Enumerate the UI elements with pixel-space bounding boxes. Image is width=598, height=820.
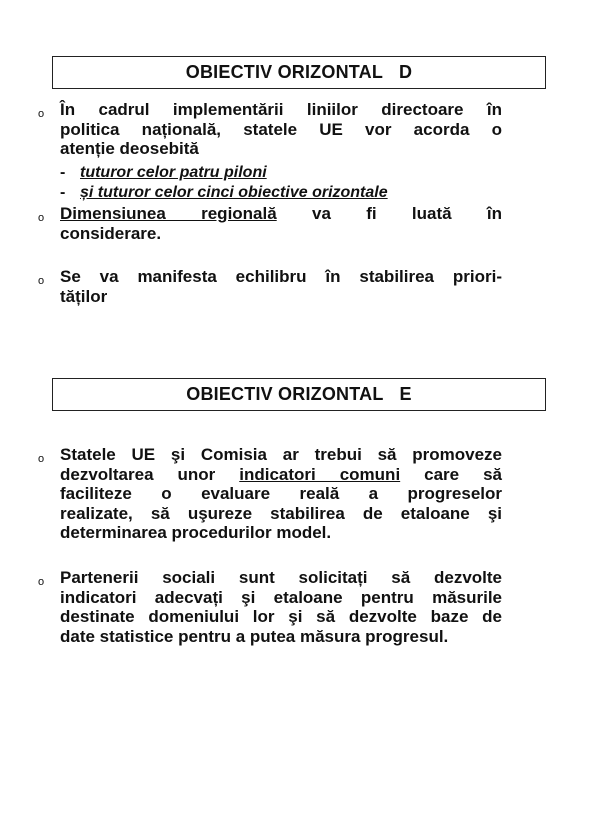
- section-d-title: OBIECTIV ORIZONTAL: [185, 62, 384, 82]
- section-d-subitem-1: - tuturor celor patru piloni: [60, 164, 267, 181]
- section-e-title-box: [52, 378, 546, 411]
- section-e-paragraph-2: Partenerii sociali sunt solicitați să dezvolte indicatori adecvați şi etaloane pentru măsurile destinate domeniului lor şi să dezvolte baze de date statistice pentru a putea măsura progresul.: [60, 568, 502, 646]
- section-d-paragraph-2: Dimensiunea regională va fi luată în considerare.: [60, 204, 502, 243]
- bullet-icon: o: [38, 212, 45, 224]
- section-d-letter: D: [399, 62, 413, 82]
- bullet-icon: o: [38, 108, 45, 120]
- section-e-paragraph-1: Statele UE şi Comisia ar trebui să promoveze dezvoltarea unor indicatori comuni care să faciliteze o evaluare reală a progreselor realizate, să uşureze stabilirea de etaloane şi determinarea procedurilor model.: [60, 445, 502, 542]
- underlined-text: indicatori comuni: [239, 464, 401, 484]
- section-d-paragraph-3: Se va manifesta echilibru în stabilirea priori- tăților: [60, 267, 502, 306]
- dash-icon: -: [60, 184, 66, 201]
- section-d-subitem-2: - și tuturor celor cinci obiective orizontale: [60, 184, 388, 201]
- section-e-title: OBIECTIV ORIZONTAL: [186, 384, 384, 404]
- underlined-text: Dimensiunea regională: [60, 204, 277, 223]
- dash-icon: -: [60, 164, 66, 181]
- section-d-title-box: [52, 56, 546, 89]
- bullet-icon: o: [38, 453, 45, 465]
- bullet-icon: o: [38, 576, 45, 588]
- section-d-paragraph-1: În cadrul implementării liniilor directoare în politica națională, statele UE vor acorda o atenție deosebită: [60, 100, 502, 158]
- section-e-letter: E: [399, 384, 412, 404]
- bullet-icon: o: [38, 275, 45, 287]
